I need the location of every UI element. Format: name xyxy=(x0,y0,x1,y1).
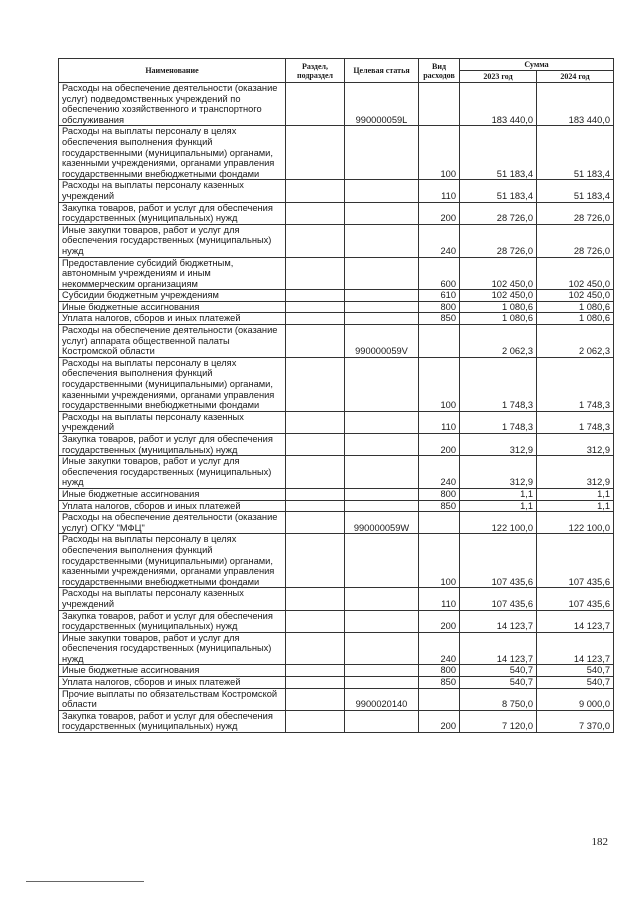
row-type: 850 xyxy=(419,313,460,325)
row-sum-2023: 183 440,0 xyxy=(460,83,537,126)
row-article xyxy=(345,411,419,433)
row-name: Уплата налогов, сборов и иных платежей xyxy=(59,500,286,512)
row-section xyxy=(286,180,345,202)
row-sum-2024: 51 183,4 xyxy=(537,126,614,180)
row-article: 990000059V xyxy=(345,325,419,358)
row-article xyxy=(345,202,419,224)
row-type: 240 xyxy=(419,224,460,257)
row-article: 990000059W xyxy=(345,512,419,534)
row-article xyxy=(345,632,419,665)
row-section xyxy=(286,411,345,433)
table-body xyxy=(59,83,614,733)
row-sum-2023: 8 750,0 xyxy=(460,688,537,710)
table-row xyxy=(59,290,614,302)
row-article xyxy=(345,488,419,500)
row-name: Расходы на обеспечение деятельности (оказание услуг) ОГКУ "МФЦ" xyxy=(59,512,286,534)
row-sum-2023: 51 183,4 xyxy=(460,180,537,202)
row-sum-2024: 107 435,6 xyxy=(537,534,614,588)
row-sum-2024: 102 450,0 xyxy=(537,290,614,302)
row-section xyxy=(286,588,345,610)
row-sum-2023: 312,9 xyxy=(460,434,537,456)
table-row xyxy=(59,126,614,180)
row-sum-2023: 1,1 xyxy=(460,488,537,500)
row-type: 200 xyxy=(419,202,460,224)
row-article xyxy=(345,126,419,180)
row-article xyxy=(345,224,419,257)
row-article: 990000059L xyxy=(345,83,419,126)
row-section xyxy=(286,512,345,534)
table-row xyxy=(59,357,614,411)
row-section xyxy=(286,677,345,689)
row-type: 800 xyxy=(419,301,460,313)
row-section xyxy=(286,610,345,632)
row-sum-2023: 540,7 xyxy=(460,665,537,677)
row-section xyxy=(286,632,345,665)
table-row xyxy=(59,434,614,456)
header-year-2023: 2023 год xyxy=(460,71,537,83)
row-type: 100 xyxy=(419,534,460,588)
table-row xyxy=(59,313,614,325)
table-row xyxy=(59,534,614,588)
row-article xyxy=(345,588,419,610)
row-sum-2023: 1,1 xyxy=(460,500,537,512)
row-name: Расходы на выплаты персоналу казенных учреждений xyxy=(59,180,286,202)
header-year-2024: 2024 год xyxy=(537,71,614,83)
row-type: 100 xyxy=(419,126,460,180)
row-type: 110 xyxy=(419,411,460,433)
row-name: Закупка товаров, работ и услуг для обеспечения государственных (муниципальных) нужд xyxy=(59,202,286,224)
row-section xyxy=(286,665,345,677)
row-sum-2023: 540,7 xyxy=(460,677,537,689)
row-article xyxy=(345,677,419,689)
row-sum-2024: 102 450,0 xyxy=(537,257,614,290)
table-row xyxy=(59,710,614,732)
row-section xyxy=(286,301,345,313)
row-sum-2024: 312,9 xyxy=(537,434,614,456)
table-row xyxy=(59,488,614,500)
row-sum-2024: 1,1 xyxy=(537,488,614,500)
row-type: 600 xyxy=(419,257,460,290)
table-row xyxy=(59,588,614,610)
row-sum-2023: 1 748,3 xyxy=(460,357,537,411)
row-sum-2023: 14 123,7 xyxy=(460,632,537,665)
row-sum-2024: 1 080,6 xyxy=(537,301,614,313)
header-name: Наименование xyxy=(59,59,286,83)
row-name: Прочие выплаты по обязательствам Костромской области xyxy=(59,688,286,710)
row-sum-2024: 122 100,0 xyxy=(537,512,614,534)
row-name: Иные закупки товаров, работ и услуг для обеспечения государственных (муниципальных) нужд xyxy=(59,632,286,665)
table-row xyxy=(59,180,614,202)
row-section xyxy=(286,83,345,126)
row-name: Расходы на выплаты персоналу казенных учреждений xyxy=(59,588,286,610)
row-name: Расходы на обеспечение деятельности (оказание услуг) подведомственных учреждений по обеспечению хозяйственного и транспортного обслуживания xyxy=(59,83,286,126)
table-row xyxy=(59,512,614,534)
row-name: Расходы на обеспечение деятельности (оказание услуг) аппарата общественной палаты Костромской области xyxy=(59,325,286,358)
row-sum-2023: 1 080,6 xyxy=(460,313,537,325)
row-section xyxy=(286,224,345,257)
row-sum-2024: 28 726,0 xyxy=(537,224,614,257)
row-type: 110 xyxy=(419,180,460,202)
page-number: 182 xyxy=(591,836,608,848)
table-row xyxy=(59,301,614,313)
row-section xyxy=(286,357,345,411)
row-type: 200 xyxy=(419,710,460,732)
row-sum-2023: 28 726,0 xyxy=(460,224,537,257)
row-sum-2024: 14 123,7 xyxy=(537,610,614,632)
row-article xyxy=(345,610,419,632)
row-name: Закупка товаров, работ и услуг для обеспечения государственных (муниципальных) нужд xyxy=(59,434,286,456)
row-article xyxy=(345,313,419,325)
row-name: Закупка товаров, работ и услуг для обеспечения государственных (муниципальных) нужд xyxy=(59,610,286,632)
row-article: 9900020140 xyxy=(345,688,419,710)
footnote-rule xyxy=(26,881,144,882)
row-name: Расходы на выплаты персоналу в целях обеспечения выполнения функций государственными (муниципальными) органами, казенными учреждениями, органами управления государственными внебюджетными фондами xyxy=(59,534,286,588)
row-sum-2024: 1,1 xyxy=(537,500,614,512)
row-name: Расходы на выплаты персоналу в целях обеспечения выполнения функций государственными (муниципальными) органами, казенными учреждениями, органами управления государственными внебюджетными фондами xyxy=(59,126,286,180)
row-sum-2023: 1 748,3 xyxy=(460,411,537,433)
row-sum-2023: 122 100,0 xyxy=(460,512,537,534)
table-row xyxy=(59,224,614,257)
row-sum-2024: 540,7 xyxy=(537,665,614,677)
table-row xyxy=(59,83,614,126)
table-row xyxy=(59,325,614,358)
row-section xyxy=(286,202,345,224)
row-article xyxy=(345,290,419,302)
row-type: 110 xyxy=(419,588,460,610)
table-row xyxy=(59,665,614,677)
row-name: Уплата налогов, сборов и иных платежей xyxy=(59,313,286,325)
row-article xyxy=(345,357,419,411)
row-sum-2023: 7 120,0 xyxy=(460,710,537,732)
row-article xyxy=(345,180,419,202)
row-section xyxy=(286,500,345,512)
row-sum-2024: 9 000,0 xyxy=(537,688,614,710)
row-sum-2024: 14 123,7 xyxy=(537,632,614,665)
row-sum-2024: 1 080,6 xyxy=(537,313,614,325)
header-sum: Сумма xyxy=(460,59,614,71)
row-sum-2023: 102 450,0 xyxy=(460,290,537,302)
row-section xyxy=(286,456,345,489)
row-section xyxy=(286,325,345,358)
row-type: 800 xyxy=(419,665,460,677)
row-section xyxy=(286,534,345,588)
row-section xyxy=(286,290,345,302)
row-sum-2023: 2 062,3 xyxy=(460,325,537,358)
table-row xyxy=(59,677,614,689)
row-sum-2023: 107 435,6 xyxy=(460,588,537,610)
row-sum-2024: 2 062,3 xyxy=(537,325,614,358)
row-section xyxy=(286,434,345,456)
row-sum-2024: 540,7 xyxy=(537,677,614,689)
row-name: Иные закупки товаров, работ и услуг для обеспечения государственных (муниципальных) нужд xyxy=(59,456,286,489)
row-section xyxy=(286,488,345,500)
row-sum-2023: 28 726,0 xyxy=(460,202,537,224)
row-name: Расходы на выплаты персоналу казенных учреждений xyxy=(59,411,286,433)
header-section: Раздел, подраздел xyxy=(286,59,345,83)
row-type: 240 xyxy=(419,632,460,665)
row-type: 610 xyxy=(419,290,460,302)
table-row xyxy=(59,688,614,710)
row-name: Уплата налогов, сборов и иных платежей xyxy=(59,677,286,689)
table-row xyxy=(59,500,614,512)
row-name: Субсидии бюджетным учреждениям xyxy=(59,290,286,302)
header-type: Вид расходов xyxy=(419,59,460,83)
row-sum-2024: 7 370,0 xyxy=(537,710,614,732)
row-name: Иные бюджетные ассигнования xyxy=(59,665,286,677)
row-article xyxy=(345,456,419,489)
row-section xyxy=(286,313,345,325)
table-header xyxy=(59,59,614,83)
row-type xyxy=(419,325,460,358)
row-section xyxy=(286,126,345,180)
row-section xyxy=(286,257,345,290)
header-article: Целевая статья xyxy=(345,59,419,83)
row-article xyxy=(345,434,419,456)
table-row xyxy=(59,411,614,433)
row-type xyxy=(419,688,460,710)
table-row xyxy=(59,632,614,665)
row-sum-2024: 312,9 xyxy=(537,456,614,489)
row-article xyxy=(345,500,419,512)
table-row xyxy=(59,257,614,290)
row-sum-2024: 183 440,0 xyxy=(537,83,614,126)
row-name: Иные бюджетные ассигнования xyxy=(59,488,286,500)
row-name: Иные бюджетные ассигнования xyxy=(59,301,286,313)
row-sum-2023: 107 435,6 xyxy=(460,534,537,588)
row-section xyxy=(286,710,345,732)
row-type xyxy=(419,83,460,126)
row-type: 850 xyxy=(419,677,460,689)
row-sum-2023: 1 080,6 xyxy=(460,301,537,313)
row-sum-2024: 107 435,6 xyxy=(537,588,614,610)
row-type: 800 xyxy=(419,488,460,500)
row-section xyxy=(286,688,345,710)
table-row xyxy=(59,202,614,224)
row-article xyxy=(345,665,419,677)
row-article xyxy=(345,257,419,290)
row-name: Расходы на выплаты персоналу в целях обеспечения выполнения функций государственными (муниципальными) органами, казенными учреждениями, органами управления государственными внебюджетными фондами xyxy=(59,357,286,411)
row-name: Закупка товаров, работ и услуг для обеспечения государственных (муниципальных) нужд xyxy=(59,710,286,732)
table-row xyxy=(59,456,614,489)
row-name: Предоставление субсидий бюджетным, автономным учреждениям и иным некоммерческим организациям xyxy=(59,257,286,290)
row-type: 200 xyxy=(419,434,460,456)
row-sum-2024: 28 726,0 xyxy=(537,202,614,224)
row-sum-2023: 312,9 xyxy=(460,456,537,489)
row-sum-2023: 51 183,4 xyxy=(460,126,537,180)
table-row xyxy=(59,610,614,632)
row-article xyxy=(345,301,419,313)
row-sum-2024: 1 748,3 xyxy=(537,357,614,411)
row-sum-2023: 102 450,0 xyxy=(460,257,537,290)
row-article xyxy=(345,534,419,588)
row-type: 850 xyxy=(419,500,460,512)
row-sum-2024: 1 748,3 xyxy=(537,411,614,433)
row-type: 240 xyxy=(419,456,460,489)
row-type: 200 xyxy=(419,610,460,632)
row-article xyxy=(345,710,419,732)
row-type: 100 xyxy=(419,357,460,411)
budget-table xyxy=(58,58,614,733)
row-type xyxy=(419,512,460,534)
row-sum-2024: 51 183,4 xyxy=(537,180,614,202)
row-sum-2023: 14 123,7 xyxy=(460,610,537,632)
row-name: Иные закупки товаров, работ и услуг для обеспечения государственных (муниципальных) нужд xyxy=(59,224,286,257)
